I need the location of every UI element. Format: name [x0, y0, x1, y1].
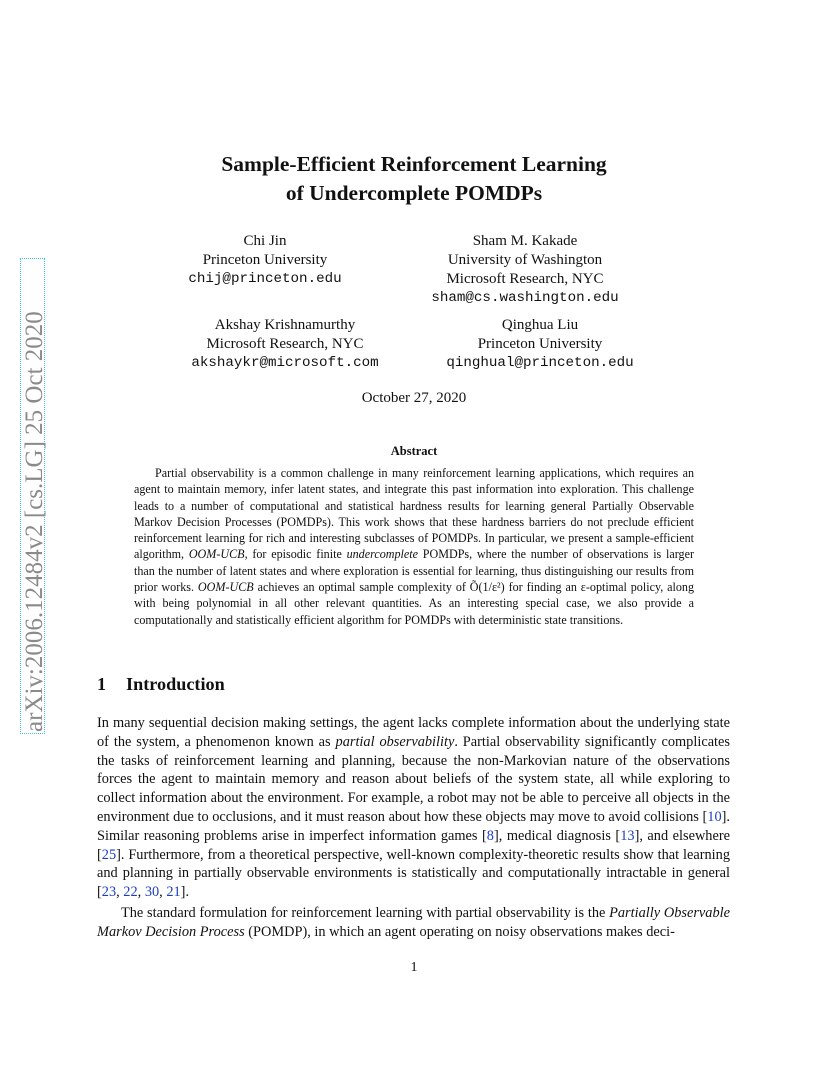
author-email: chij@princeton.edu [188, 271, 342, 287]
author-name: Akshay Krishnamurthy [214, 317, 356, 333]
author-affiliation: Princeton University [202, 252, 328, 268]
intro-paragraph-1: In many sequential decision making settings, the agent lacks complete information about the underlying state of the system, a phenomenon known as partial observability. Partial observability significantly complicates the tasks of reinforcement learning and planning, because the non-Markovian nature of the observations forces the agent to maintain memory and reason about beliefs of the system state, all while exploring to collect information about the environment. For example, a robot may not be able to perceive all objects in the environment due to occlusions, and it must reason about how these objects may move to avoid collisions [10]. Similar reasoning problems arise in imperfect information games [8], medical diagnosis [13], and elsewhere [25]. Furthermore, from a theoretical perspective, well-known complexity-theoretic results show that learning and planning in partially observable environments is statistically and computationally intractable in general [23, 22, 30, 21]. [97, 715, 730, 901]
citation-link[interactable]: 13 [620, 827, 635, 844]
citation-link[interactable]: 30 [144, 884, 160, 901]
author-block-3 [165, 316, 405, 373]
title-line-1: Sample-Efficient Reinforcement Learning [221, 152, 607, 176]
author-affiliation: University of Washington [447, 252, 603, 268]
citation-link[interactable]: 23 [101, 884, 117, 901]
author-block-4 [420, 316, 660, 373]
section-number: 1 [97, 674, 107, 694]
arxiv-stamp: arXiv:2006.12484v2 [cs.LG] 25 Oct 2020 [21, 311, 48, 732]
author-name: Chi Jin [243, 233, 287, 249]
author-affiliation: Princeton University [477, 336, 603, 352]
author-name: Sham M. Kakade [472, 233, 578, 249]
paper-date: October 27, 2020 [361, 390, 467, 406]
author-block-2 [400, 232, 650, 308]
citation-link[interactable]: 21 [166, 884, 181, 901]
abstract-heading: Abstract [390, 444, 438, 458]
author-block-1 [160, 232, 370, 289]
intro-paragraph-2: The standard formulation for reinforcement learning with partial observability is the Partially Observable Markov Decision Process (POMDP), in which an agent operating on noisy observations makes deci- [97, 904, 730, 940]
emphasis: undercomplete [346, 547, 418, 562]
citation-link[interactable]: 22 [123, 884, 138, 901]
citation-link[interactable]: 25 [101, 846, 117, 863]
citation-link[interactable]: 10 [707, 808, 722, 825]
author-email: akshaykr@microsoft.com [191, 355, 379, 371]
intro-body [97, 714, 730, 944]
section-heading [97, 674, 225, 695]
abstract-body [134, 465, 694, 628]
author-email: sham@cs.washington.edu [431, 290, 619, 306]
abstract-paragraph: Partial observability is a common challenge in many reinforcement learning applications, which requires an agent to maintain memory, infer latent states, and integrate this past information into exploration. This challenge leads to a number of computational and statistical hardness results for learning general Partially Observable Markov Decision Processes (POMDPs). This work shows that these hardness barriers do not preclude efficient reinforcement learning for rich and interesting subclasses of POMDPs. In particular, we present a sample-efficient algorithm, OOM-UCB, for episodic finite undercomplete POMDPs, where the number of observations is larger than the number of latent states and where exploration is essential for learning, thus distinguishing our results from prior works. OOM-UCB achieves an optimal sample complexity of Õ(1/ε²) for finding an ε-optimal policy, along with being polynomial in all other relevant quantities. As an interesting special case, we also provide a computationally and statistically efficient algorithm for POMDPs with deterministic state transitions. [134, 466, 695, 627]
author-affiliation-2: Microsoft Research, NYC [446, 271, 604, 287]
author-affiliation: Microsoft Research, NYC [206, 336, 364, 352]
algorithm-name: OOM-UCB [188, 547, 245, 562]
citation-link[interactable]: 8 [486, 827, 494, 844]
section-title: Introduction [126, 674, 225, 694]
paper-title [0, 150, 828, 208]
author-email: qinghual@princeton.edu [446, 355, 634, 371]
algorithm-name: OOM-UCB [197, 580, 254, 595]
author-name: Qinghua Liu [501, 317, 579, 333]
page-number: 1 [410, 960, 418, 975]
title-line-2: of Undercomplete POMDPs [285, 181, 543, 205]
